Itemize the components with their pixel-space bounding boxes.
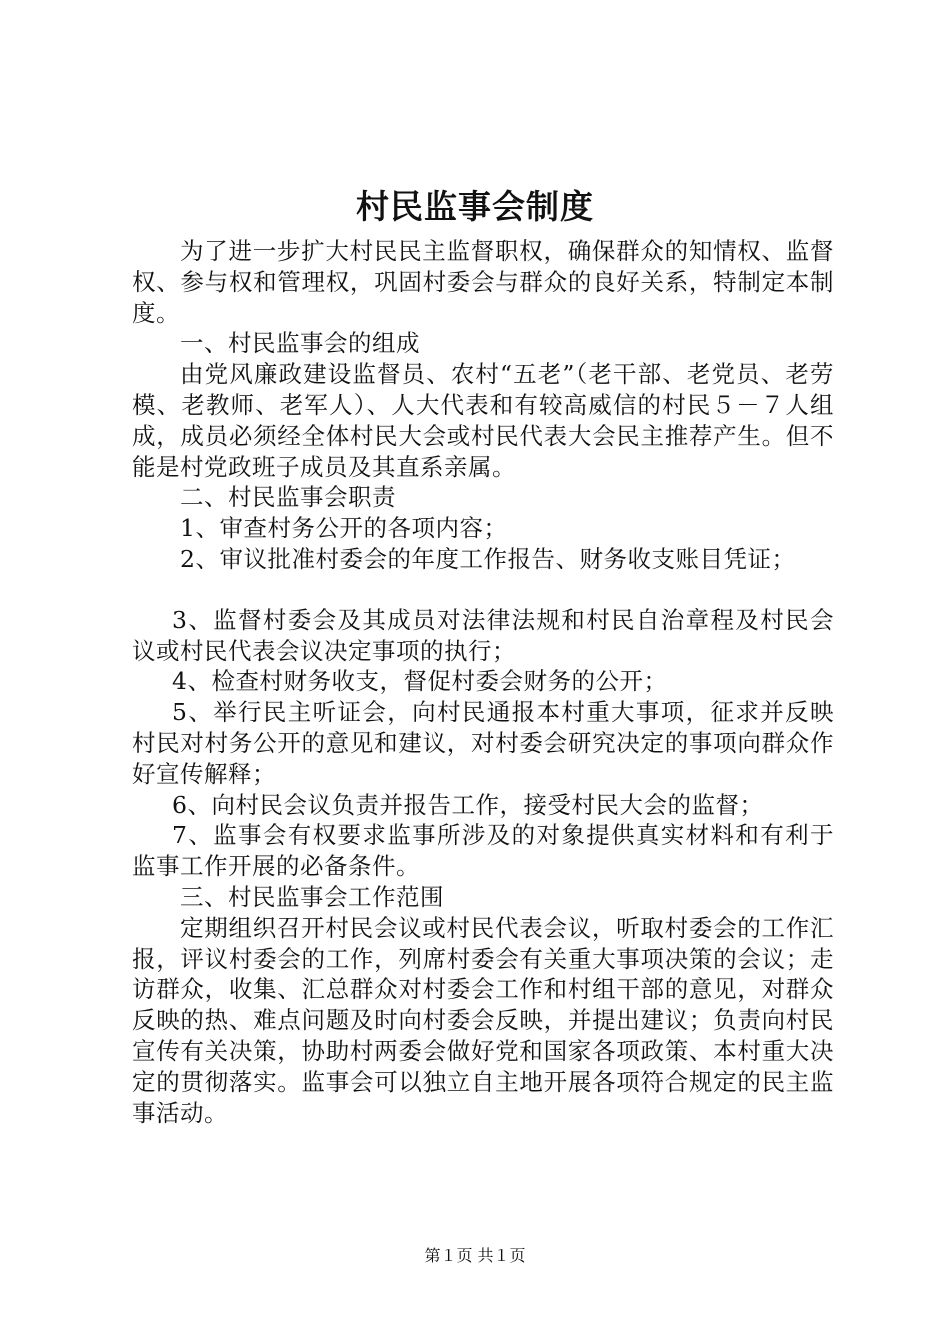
section-heading-scope: 三、村民监事会工作范围 xyxy=(180,882,444,911)
composition-paragraph: 由党风廉政建设监督员、农村“五老”（老干部、老党员、老劳模、老教师、老军人）、人大代表和有较高威信的村民５－７人组成，成员必须经全体村民大会或村民代表大会民主推荐产生。但不能是村党政班子成员及其直系亲属。 xyxy=(132,360,834,481)
page-footer: 第１页 共１页 xyxy=(424,1246,526,1265)
duty-item-5: 5、举行民主听证会，向村民通报本村重大事项，征求并反映村民对村务公开的意见和建议，对村委会研究决定的事项向群众作好宣传解释； xyxy=(132,698,834,788)
duty-item-6: 6、向村民会议负责并报告工作，接受村民大会的监督； xyxy=(172,790,764,819)
section-heading-composition: 一、村民监事会的组成 xyxy=(180,329,420,358)
document-title: 村民监事会制度 xyxy=(356,187,594,226)
duty-item-2: 2、审议批准村委会的年度工作报告、财务收支账目凭证； xyxy=(180,544,796,573)
scope-paragraph: 定期组织召开村民会议或村民代表会议，听取村委会的工作汇报，评议村委会的工作，列席村委会有关重大事项决策的会议；走访群众，收集、汇总群众对村委会工作和村组干部的意见，对群众反映的热、难点问题及时向村委会反映，并提出建议；负责向村民宣传有关决策，协助村两委会做好党和国家各项政策、本村重大决定的贯彻落实。监事会可以独立自主地开展各项符合规定的民主监事活动。 xyxy=(132,913,834,1127)
section-heading-duties: 二、村民监事会职责 xyxy=(180,483,396,512)
document-body xyxy=(132,236,834,1128)
duty-item-3: 3、监督村委会及其成员对法律法规和村民自治章程及村民会议或村民代表会议决定事项的执行； xyxy=(132,605,834,665)
duty-item-7: 7、监事会有权要求监事所涉及的对象提供真实材料和有利于监事工作开展的必备条件。 xyxy=(132,821,834,881)
duty-item-4: 4、检查村财务收支，督促村委会财务的公开； xyxy=(172,667,668,696)
intro-paragraph: 为了进一步扩大村民民主监督职权，确保群众的知情权、监督权、参与权和管理权，巩固村委会与群众的良好关系，特制定本制度。 xyxy=(132,237,834,327)
duty-item-1: 1、审查村务公开的各项内容； xyxy=(180,514,508,543)
paragraph-spacer xyxy=(132,575,834,605)
